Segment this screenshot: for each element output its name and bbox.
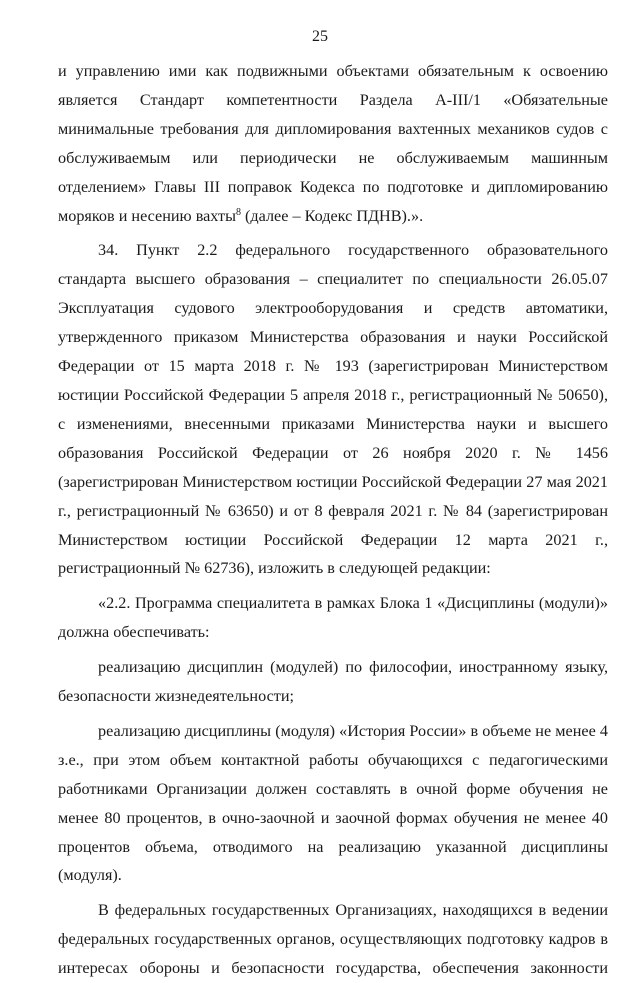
paragraph-text: и управлению ими как подвижными объектами обязательным к освоению является Стандарт компетентности Раздела А-III/1 «Обязательные минимальные требования для дипломирования вахтенных механиков судов с обслуживаемым или периодически не обслуживаемым машинным отделением» Главы III поправок Кодекса по подготовке и дипломированию моряков и несению вахты — [58, 62, 608, 225]
paragraph-quoted-2-2: «2.2. Программа специалитета в рамках Блока 1 «Дисциплины (модули)» должна обеспечивать: — [58, 594, 608, 642]
paragraph-history: реализацию дисциплины (модуля) «История России» в объеме не менее 4 з.е., при этом объем контактной работы обучающихся с педагогическими работниками Организации должен составлять в очной форме обучения не менее 80 процентов, в очно-заочной и заочной формах обучения не менее 40 процентов объема, отводимого на реализацию указанной дисциплины (модуля). — [58, 721, 608, 885]
paragraph-text-tail: (далее – Кодекс ПДНВ).». — [240, 206, 424, 225]
paragraph-disciplines: реализацию дисциплин (модулей) по философии, иностранному языку, безопасности жизнедеятельности; — [58, 658, 608, 706]
document-body — [58, 57, 608, 983]
paragraph-federal-organizations: В федеральных государственных Организациях, находящихся в ведении федеральных государственных органов, осуществляющих подготовку кадров в интересах обороны и безопасности государства, обеспечения законности — [58, 901, 608, 978]
page-number: 25 — [312, 28, 328, 45]
paragraph-continuation — [58, 57, 608, 230]
paragraph-item-34: 34. Пункт 2.2 федерального государственного образовательного стандарта высшего образования – специалитет по специальности 26.05.07 Эксплуатация судового электрооборудования и средств автоматики, утвержденного приказом Министерства образования и науки Российской Федерации от 15 марта 2018 г. № 193 (зарегистрирован Министерством юстиции Российской Федерации 5 апреля 2018 г., регистрационный № 50650), с изменениями, внесенными приказами Министерства науки и высшего образования Российской Федерации от 26 ноября 2020 г. № 1456 (зарегистрирован Министерством юстиции Российской Федерации 27 мая 2021 г., регистрационный № 63650) и от 8 февраля 2021 г. № 84 (зарегистрирован Министерством юстиции Российской Федерации 12 марта 2021 г., регистрационный № 62736), изложить в следующей редакции: — [58, 241, 608, 578]
footnote-reference: 8 — [235, 206, 241, 218]
